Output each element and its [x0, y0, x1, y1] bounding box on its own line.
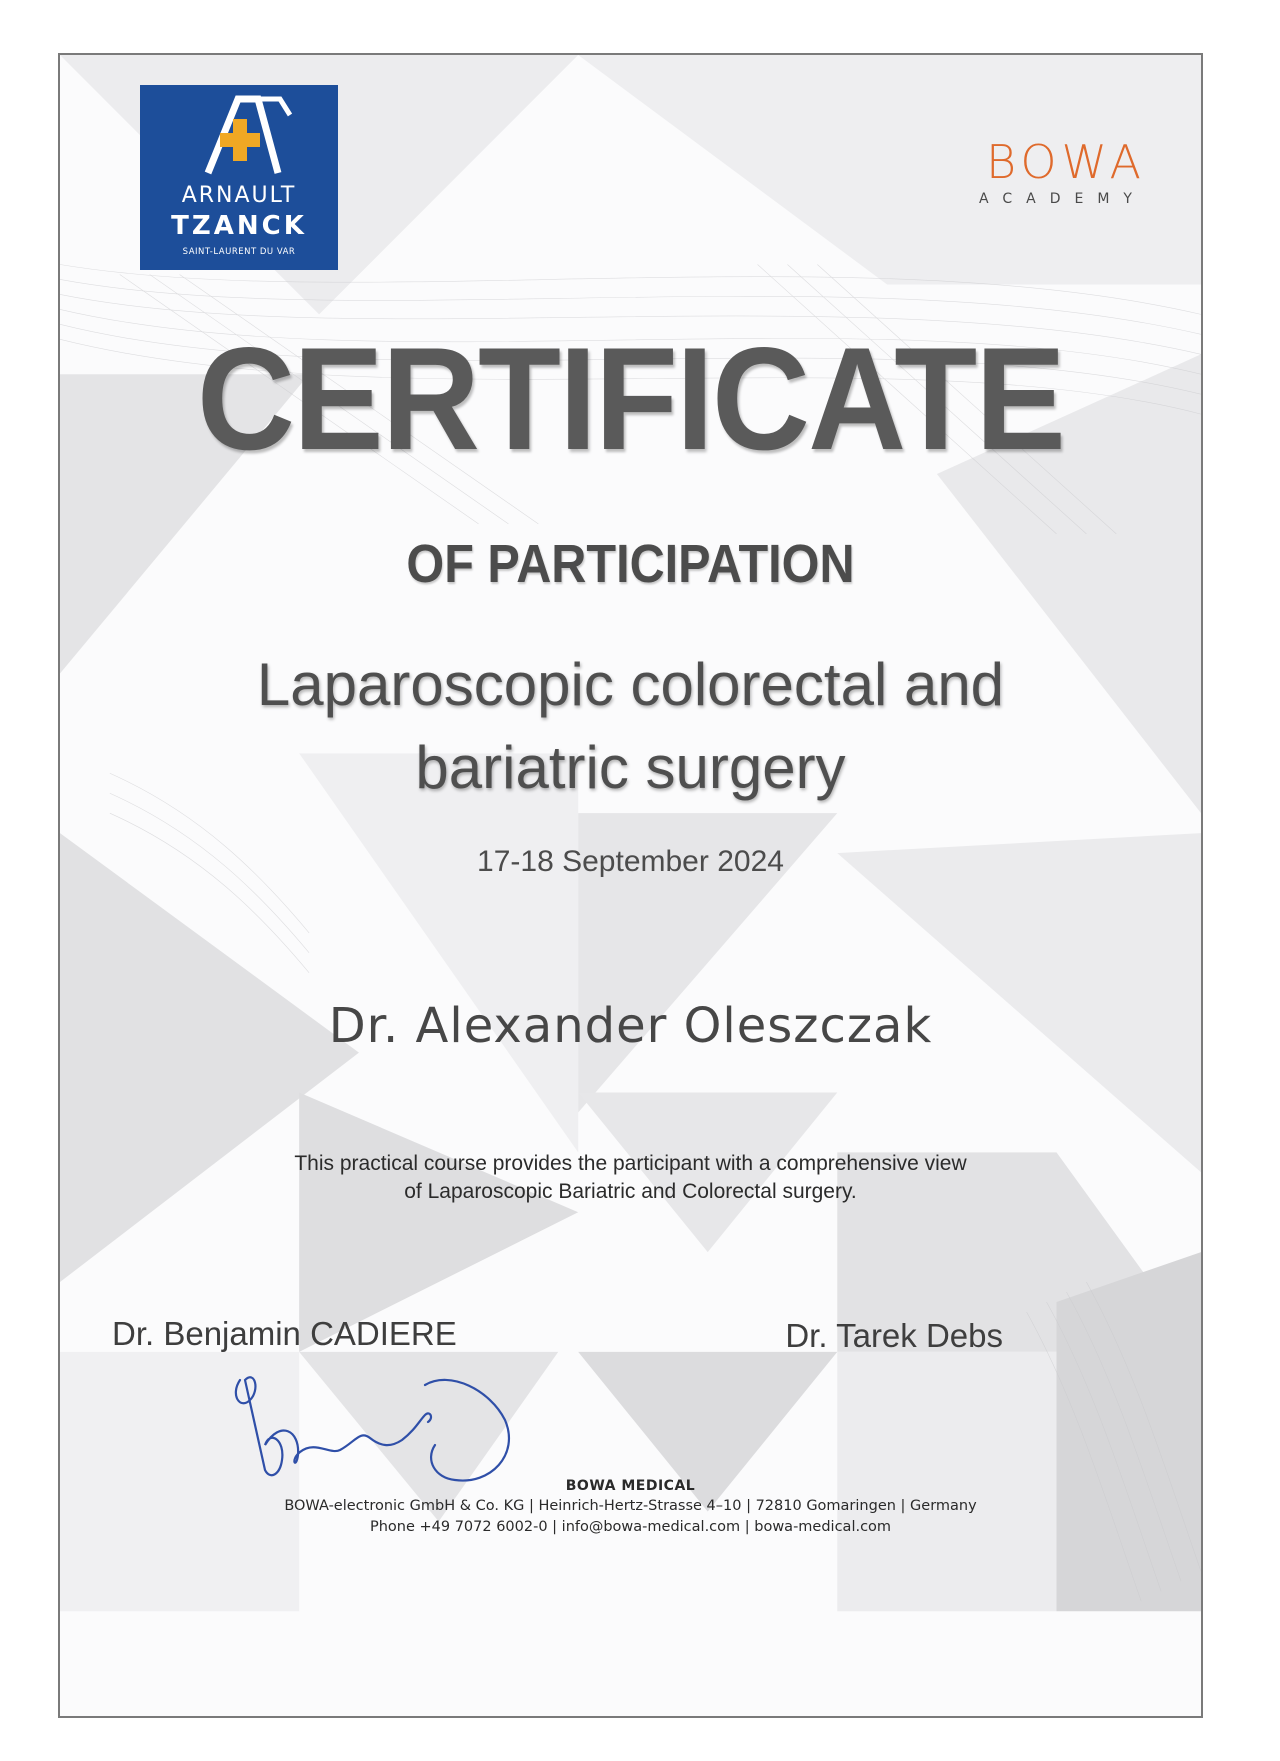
arnault-tzanck-logo	[140, 85, 338, 270]
footer-company: BOWA MEDICAL	[565, 1478, 696, 1494]
description-line-1: This practical course provides the participant with a comprehensive view	[294, 1152, 967, 1175]
course-line-1: Laparoscopic colorectal and	[256, 651, 1005, 718]
certificate-frame	[58, 53, 1203, 1718]
logo-line-location: SAINT-LAURENT DU VAR	[182, 247, 296, 257]
course-dates: 17-18 September 2024	[477, 845, 784, 878]
bowa-logo-sub: ACADEMY	[979, 191, 1146, 207]
logo-line-tzanck: TZANCK	[171, 211, 307, 241]
course-description	[60, 1150, 1201, 1206]
footer-address: BOWA-electronic GmbH & Co. KG | Heinrich-Hertz-Strasse 4–10 | 72810 Gomaringen | Germany	[284, 1498, 977, 1514]
logo-line-arnault: ARNAULT	[181, 183, 297, 208]
certificate-title: CERTIFICATE	[196, 317, 1065, 480]
signatory-left: Dr. Benjamin CADIERE	[112, 1315, 457, 1352]
description-line-2: of Laparoscopic Bariatric and Colorectal surgery.	[404, 1180, 857, 1203]
handwritten-signature	[220, 1360, 540, 1490]
bowa-logo-name: BOWA	[986, 135, 1146, 189]
certificate-subtitle: OF PARTICIPATION	[406, 534, 855, 594]
hospital-mark-icon	[140, 85, 338, 185]
signatory-right: Dr. Tarek Debs	[785, 1317, 1003, 1354]
participant-name: Dr. Alexander Oleszczak	[328, 998, 933, 1054]
course-name	[60, 643, 1201, 809]
course-line-2: bariatric surgery	[415, 734, 846, 801]
footer-contact: Phone +49 7072 6002-0 | info@bowa-medical.com | bowa-medical.com	[369, 1519, 892, 1535]
